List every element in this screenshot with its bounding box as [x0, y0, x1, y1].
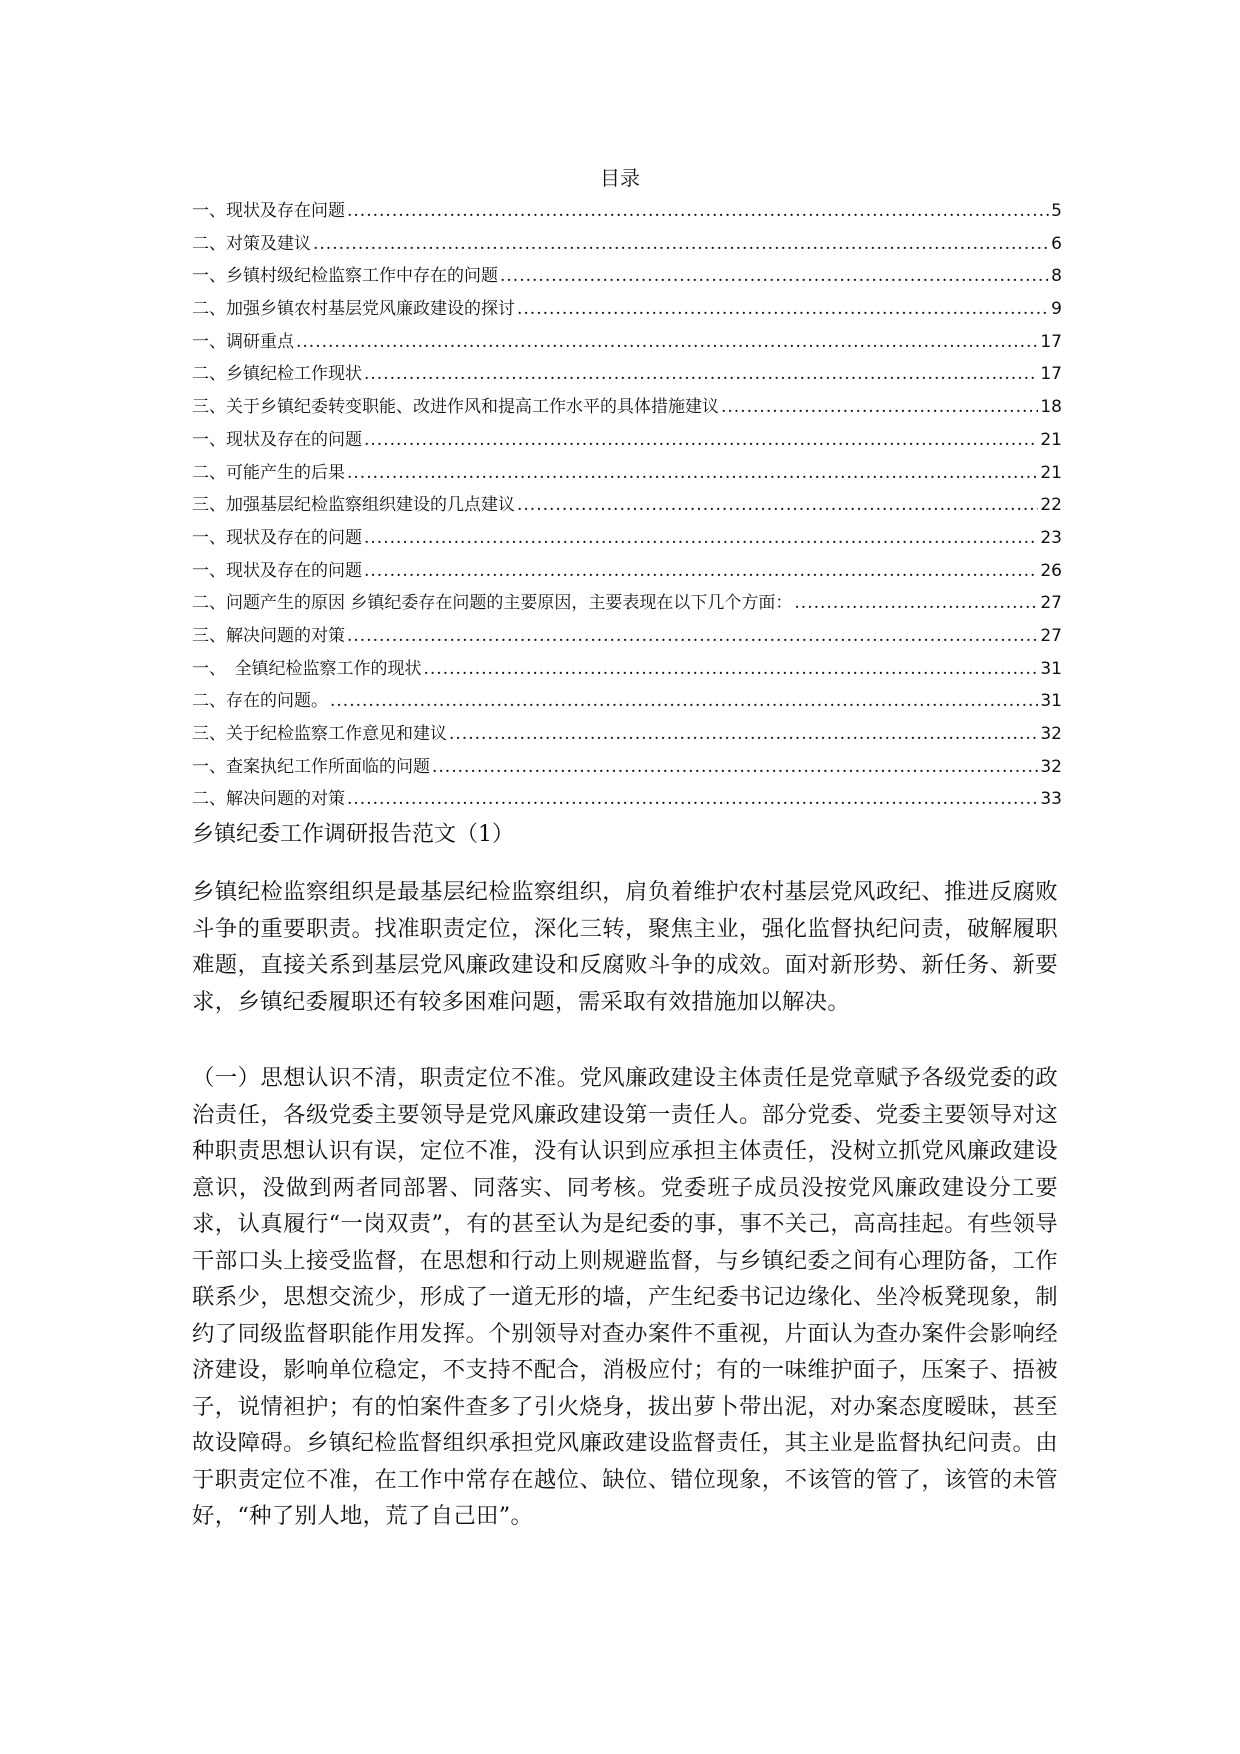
toc-leader-dots: [330, 691, 1038, 711]
toc-page-number: 31: [1040, 691, 1062, 712]
toc-leader-dots: [296, 332, 1038, 352]
toc-entry-text: 二、解决问题的对策: [192, 789, 345, 810]
toc-entry-text: 三、关于乡镇纪委转变职能、改进作风和提高工作水平的具体措施建议: [192, 397, 719, 418]
toc-entry-text: 二、乡镇纪检工作现状: [192, 364, 362, 385]
toc-entry[interactable]: [192, 196, 1062, 229]
toc-leader-dots: [364, 528, 1038, 548]
toc-leader-dots: [364, 561, 1038, 581]
toc-entry-text: 三、关于纪检监察工作意见和建议: [192, 724, 447, 744]
toc-entry-text: 三、加强基层纪检监察组织建设的几点建议: [192, 495, 515, 516]
toc-page-number: 32: [1040, 724, 1062, 744]
toc-entry[interactable]: [192, 294, 1062, 327]
toc-entry-text: 二、可能产生的后果: [192, 462, 345, 483]
toc-entry[interactable]: [192, 588, 1062, 621]
toc-leader-dots: [364, 430, 1038, 450]
toc-entry-text: 二、对策及建议: [192, 233, 311, 254]
toc-leader-dots: [424, 659, 1039, 679]
toc-entry[interactable]: [192, 229, 1062, 262]
toc-entry[interactable]: [192, 719, 1062, 752]
toc-entry-text: 一、现状及存在的问题: [192, 429, 362, 450]
toc-entry[interactable]: [192, 752, 1062, 785]
toc-page-number: 21: [1040, 429, 1062, 450]
toc-page-number: 17: [1040, 364, 1062, 385]
toc-page-number: 21: [1040, 462, 1062, 483]
toc-page-number: 23: [1040, 527, 1062, 548]
toc-leader-dots: [517, 495, 1038, 515]
toc-entry[interactable]: [192, 784, 1062, 817]
toc-entry-text: 一、调研重点: [192, 331, 294, 352]
toc-entry-text: 二、问题产生的原因 乡镇纪委存在问题的主要原因，主要表现在以下几个方面：: [192, 593, 793, 614]
toc-title: 目录: [600, 166, 640, 190]
toc-page-number: 31: [1040, 658, 1062, 679]
toc-entry-text: 一、查案执纪工作所面临的问题: [192, 756, 430, 777]
toc-entry-text: 三、解决问题的对策: [192, 625, 345, 646]
toc-entry[interactable]: [192, 359, 1062, 392]
toc-entry[interactable]: [192, 686, 1062, 719]
body-paragraph: （一）思想认识不清，职责定位不准。党风廉政建设主体责任是党章赋予各级党委的政治责任，各级党委主要领导是党风廉政建设第一责任人。部分党委、党委主要领导对这种职责思想认识有误，定位不准，没有认识到应承担主体责任，没树立抓党风廉政建设意识，没做到两者同部署、同落实、同考核。党委班子成员没按党风廉政建设分工要求，认真履行“一岗双责”，有的甚至认为是纪委的事，事不关己，高高挂起。有些领导干部口头上接受监督，在思想和行动上则规避监督，与乡镇纪委之间有心理防备，工作联系少，思想交流少，形成了一道无形的墙，产生纪委书记边缘化、坐冷板凳现象，制约了同级监督职能作用发挥。个别领导对查办案件不重视，片面认为查办案件会影响经济建设，影响单位稳定，不支持不配合，消极应付；有的一味维护面子，压案子、捂被子，说情袒护；有的怕案件查多了引火烧身，拔出萝卜带出泥，对办案态度暧昧，甚至故设障碍。乡镇纪检监督组织承担党风廉政建设监督责任，其主业是监督执纪问责。由于职责定位不准，在工作中常存在越位、缺位、错位现象，不该管的管了，该管的未管好，“种了别人地，荒了自己田”。: [192, 1065, 1058, 1529]
toc-entry-text: 一、现状及存在的问题: [192, 560, 362, 581]
toc-entry-text: 二、加强乡镇农村基层党风廉政建设的探讨: [192, 299, 515, 320]
toc-page-number: 27: [1040, 625, 1062, 646]
toc-leader-dots: [313, 234, 1049, 254]
toc-entry-text: 一、现状及存在的问题: [192, 527, 362, 548]
toc-page-number: 6: [1051, 233, 1062, 254]
toc-page-number: 26: [1040, 560, 1062, 581]
toc-page-number: 32: [1040, 756, 1062, 777]
table-of-contents: [192, 196, 1062, 817]
toc-leader-dots: [364, 364, 1038, 384]
toc-page-number: 22: [1040, 495, 1062, 516]
toc-entry[interactable]: [192, 261, 1062, 294]
toc-entry[interactable]: [192, 327, 1062, 360]
body-paragraph: 乡镇纪检监察组织是最基层纪检监察组织，肩负着维护农村基层党风政纪、推进反腐败斗争的重要职责。找准职责定位，深化三转，聚焦主业，强化监督执纪问责，破解履职难题，直接关系到基层党风廉政建设和反腐败斗争的成效。面对新形势、新任务、新要求，乡镇纪委履职还有较多困难问题，需采取有效措施加以解决。: [192, 879, 1058, 1015]
toc-leader-dots: [794, 593, 1038, 613]
toc-leader-dots: [500, 266, 1049, 286]
toc-entry[interactable]: [192, 458, 1062, 491]
toc-entry-text: 一、乡镇村级纪检监察工作中存在的问题: [192, 266, 498, 287]
toc-entry[interactable]: [192, 621, 1062, 654]
toc-entry[interactable]: [192, 523, 1062, 556]
toc-entry-text: 一、 全镇纪检监察工作的现状: [192, 658, 422, 679]
toc-page-number: 5: [1051, 201, 1062, 221]
toc-leader-dots: [347, 626, 1038, 646]
toc-entry[interactable]: [192, 556, 1062, 589]
section-heading: 乡镇纪委工作调研报告范文（1）: [192, 822, 514, 847]
toc-leader-dots: [347, 789, 1038, 809]
toc-entry[interactable]: [192, 654, 1062, 687]
toc-page-number: 27: [1040, 593, 1062, 614]
toc-leader-dots: [449, 724, 1038, 744]
toc-page-number: 8: [1051, 266, 1062, 287]
toc-leader-dots: [347, 201, 1049, 221]
toc-page-number: 33: [1040, 789, 1062, 810]
toc-leader-dots: [517, 299, 1049, 319]
toc-leader-dots: [347, 463, 1038, 483]
toc-entry[interactable]: [192, 425, 1062, 458]
toc-leader-dots: [721, 397, 1038, 417]
toc-leader-dots: [432, 757, 1038, 777]
toc-entry[interactable]: [192, 392, 1062, 425]
toc-entry-text: 一、现状及存在问题: [192, 201, 345, 221]
toc-entry[interactable]: [192, 490, 1062, 523]
toc-page-number: 18: [1040, 397, 1062, 418]
toc-entry-text: 二、存在的问题。: [192, 691, 328, 712]
toc-page-number: 9: [1051, 299, 1062, 320]
toc-page-number: 17: [1040, 331, 1062, 352]
